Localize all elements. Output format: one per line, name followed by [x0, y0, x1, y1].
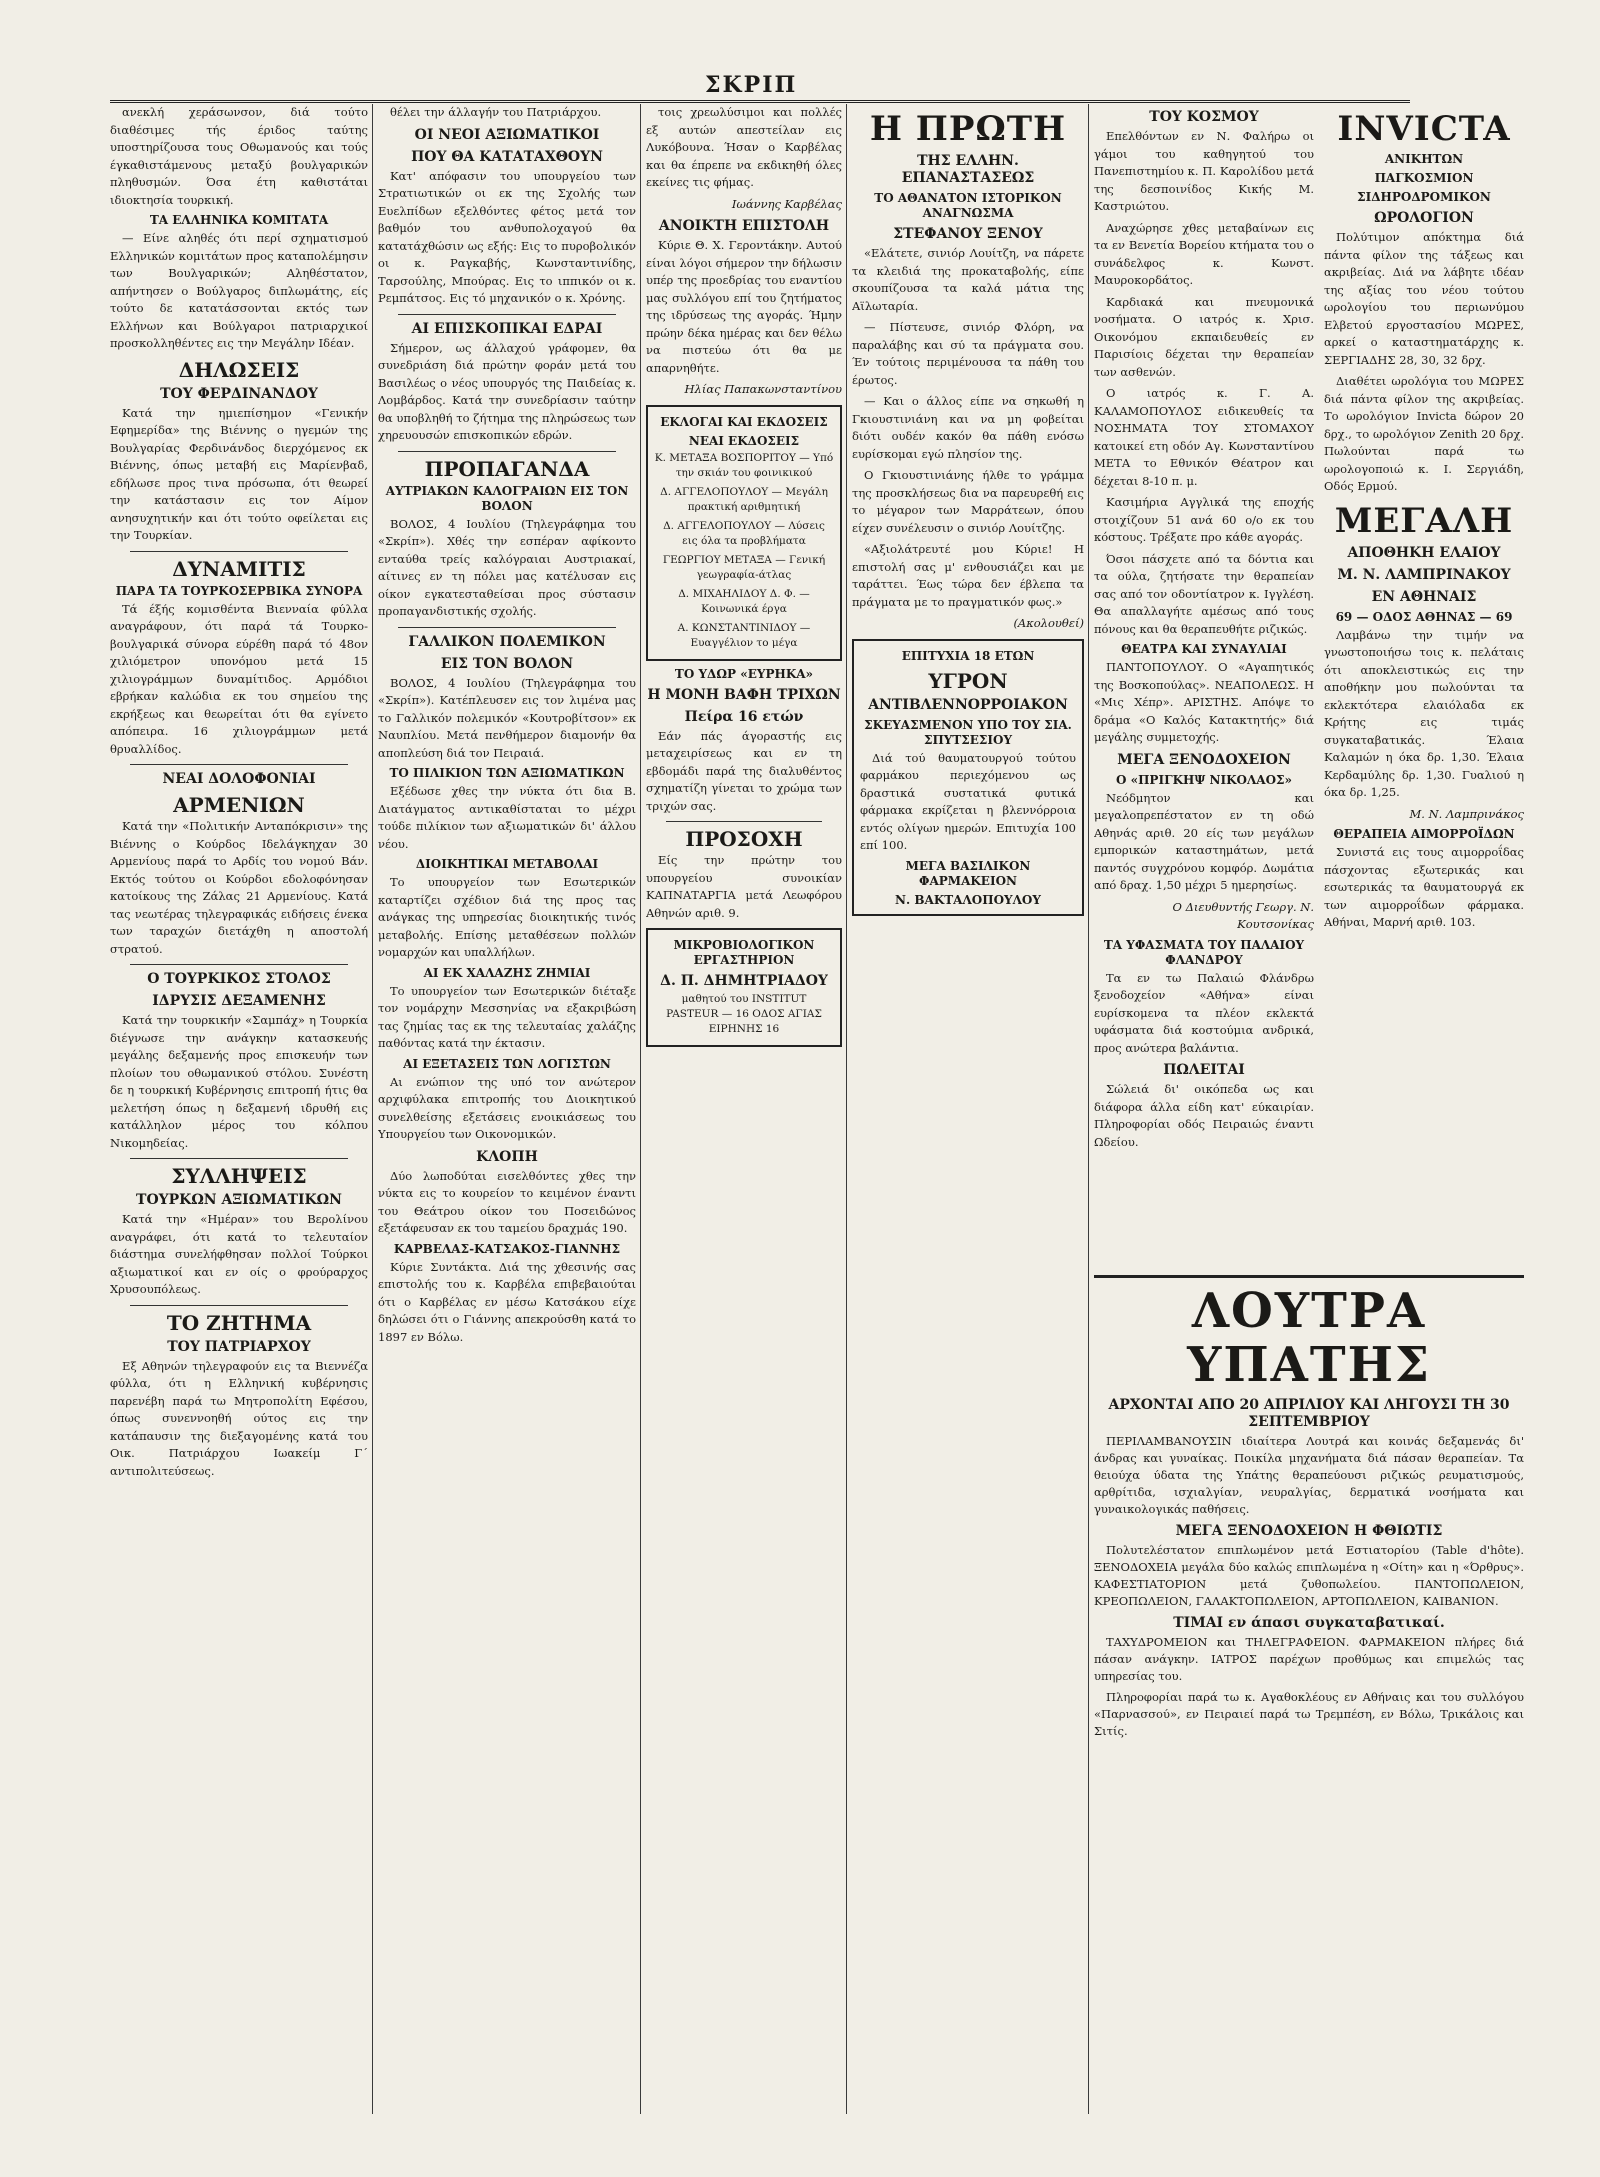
feuilleton-paragraph: «Αξιολάτρευτέ μου Κύριε! Η επιστολή σας μ' ενθουσιάζει και με ταράττει. Έως τώρα δεν έβλεπα τα πράγματα με το πραγματικόν φως.» — [852, 542, 1084, 609]
headline-kosmou: ΤΟΥ ΚΟΣΜΟΥ — [1149, 109, 1259, 125]
headline-zimiai: ΑΙ ΕΚ ΧΑΛΑΖΗΣ ΖΗΜΙΑΙ — [423, 965, 591, 980]
column-rule — [846, 104, 847, 2114]
headline-en-athinais: ΕΝ ΑΘΗΝΑΙΣ — [1371, 588, 1477, 605]
headline-orologion: ΩΡΟΛΟΓΙΟΝ — [1374, 210, 1474, 226]
article-prosochi: Είς την πρώτην του υπουργείου συνοικίαν ΚΑΠΝΑΤΑΡΓΙΑ μετά Λεωφόρου Αθηνών αριθ. 9. — [646, 853, 842, 920]
subheadline-sidirodromikon: ΣΙΔΗΡΟΔΡΟΜΙΚΟΝ — [1357, 190, 1491, 204]
divider — [398, 627, 616, 628]
feuilleton-paragraph: — Και ο άλλος είπε να σηκωθή η Γκιουστινιάνη και να μη φοβείται διότι ουδέν κακόν θα πάθη ενόσω ευρίσκομαι εγώ πλησίον της. — [852, 394, 1084, 461]
lab-box — [646, 928, 842, 1047]
article-logiston: Αι ενώπιον της υπό τον ανώτερον αρχιφύλακα επιτροπής του Διοικητικού συνελθείσης εξετάσεις ενοικιάσεως του Υπουργείου των Οικονομικών. — [378, 1074, 636, 1141]
divider — [130, 1305, 348, 1306]
divider — [130, 1158, 348, 1159]
subheadline-aniktwn: ΑΝΙΚΗΤΩΝ — [1384, 152, 1464, 166]
column-3 — [646, 104, 842, 2114]
ad-odontiatros: Όσοι πάσχετε από τα δόντια και τα ούλα, ζητήσατε την θεραπείαν σας από τον οδοντίατρον κ. Ιγγλέση. Θα απαλλαγήτε αμέσως από τους πόνους και θα θεραπευθήτε ριζικώς. — [1094, 551, 1314, 636]
divider — [130, 551, 348, 552]
subheadline-ferdinandou: ΤΟΥ ΦΕΡΔΙΝΑΝΔΟΥ — [160, 385, 318, 402]
headline-propaganda: ΠΡΟΠΑΓΑΝΔΑ — [424, 456, 590, 481]
book-entry: ΓΕΩΡΓΙΟΥ ΜΕΤΑΞΑ — Γενική γεωγραφία-άτλας — [662, 553, 826, 581]
article-komitata: — Είνε αληθές ότι περί σχηματισμού Ελληνικών κομιτάτων προς καταπολέμησιν των Βουλγαρικών; Αληθέστατον, απήντησεν ο Βούλγαρος διπλωμάτης, είς τούτο δε κατατάσσονται εκτός των Ελλήνων και Βούλγαροι πατριαρχικοί προσκολληθέντες εις την Μεγάλην Ιδέαν. — [110, 231, 368, 350]
article-therapeia: Συνιστά εις τους αιμορροΐδας πάσχοντας εξωτερικάς και εσωτερικάς τα θαυματουργά εκ των αιμορροΐδων φάρμακα. Αθήναι, Μαρνή αριθ. 103. — [1324, 845, 1524, 929]
subheadline-neoi: ΠΟΥ ΘΑ ΚΑΤΑΤΑΧΘΟΥΝ — [411, 148, 603, 165]
divider — [398, 451, 616, 452]
article-flandrou: Τα εν τω Παλαιώ Φλάνδρω ξενοδοχείον «Αθήνα» είναι ευρίσκομενα τα πλέον εκλεκτά υφάσματα διά κοστούμια ανδρικά, προς ανώτερα βαλάντια. — [1094, 970, 1314, 1055]
headline-komitata: ΤΑ ΕΛΛΗΝΙΚΑ ΚΟΜΙΤΑΤΑ — [149, 213, 329, 227]
article-elaiou: Λαμβάνω την τιμήν να γνωστοποιήσω τοις κ. πελάταις ότι αποκλειστικώς εις την αποθήκην μου πωλούνται τα εκλεκτότερα ελαιόλαδα εκ Κρήτης εις τιμάς συγκαταβατικάς. Έλαια Καλαμών η όκα δρ. 1,30. Έλαια Κερδαμύλης δρ. 1,30. Γυαλιού η όκα δρ. 1,25. — [1324, 627, 1524, 799]
subheadline-ygron-2: ΣΚΕΥΑΣΜΕΝΟΝ ΥΠΟ ΤΟΥ ΣΙΑ. ΣΠΥΤΣΕΣΙΟΥ — [864, 717, 1072, 747]
headline-megali: ΜΕΓΑΛΗ — [1334, 500, 1514, 541]
lead-paragraph: ανεκλή χεράσωνσον, διά τούτο διαθέσιμες τής έριδος ταύτης υποστηρίζουσα τους Οθωμανούς και τούς έγκαθιστάμενους μεταξύ βουλγαρικών πληθυσμών. Όσα έτη καθιστάται ιδιοκτησία τουρκική. — [110, 105, 368, 207]
signature: Ο Διευθυντής Γεωργ. Ν. Κουτσονίκας — [1172, 899, 1314, 931]
ygron-ad — [852, 639, 1084, 916]
subheadline-loutra: ΑΡΧΟΝΤΑΙ ΑΠΟ 20 ΑΠΡΙΛΙΟΥ ΚΑΙ ΛΗΓΟΥΣΙ ΤΗ 30 ΣΕΠΤΕΜΒΡΙΟΥ — [1108, 1397, 1510, 1430]
headline-poleitai: ΠΩΛΕΙΤΑΙ — [1163, 1062, 1245, 1078]
subheadline-propaganda: ΑΥΤΡΙΑΚΩΝ ΚΑΛΟΓΡΑΙΩΝ ΕΙΣ ΤΟΝ ΒΟΛΟΝ — [385, 483, 629, 513]
ygron-text: Διά τού θαυματουργού τούτου φαρμάκου περιεχόμενου ως δραστικά συστατικά φυτικά φάρμακα εκρίζεται η βλεννόρροια εντός ολίγων ημερών. Επιτυχία 100 επί 100. — [860, 750, 1076, 852]
book-entry: Δ. ΜΙΧΑΗΛΙΔΟΥ Δ. Φ. — Κοινωνικά έργα — [678, 587, 810, 615]
subheadline-syllipseis: ΤΟΥΡΚΩΝ ΑΞΙΩΜΑΤΙΚΩΝ — [136, 1192, 342, 1208]
headline-episkopikai: ΑΙ ΕΠΙΣΚΟΠΙΚΑΙ ΕΔΡΑΙ — [411, 320, 603, 337]
headline-epitychia: ΕΠΙΤΥΧΙΑ 18 ΕΤΩΝ — [901, 648, 1035, 663]
article-karvelas: Κύριε Συντάκτα. Διά της χθεσινής σας επιστολής του κ. Καρβέλα επιβεβαιούται ότι ο Καρβέλας εν μέσω Κατσάκου είχε δηλώσει ότι ο Γιάννης απεκρούσθη κατά το 1897 εν Βόλω. — [378, 1259, 636, 1344]
headline-idrysis: ΙΔΡΥΣΙΣ ΔΕΞΑΜΕΝΗΣ — [152, 993, 326, 1009]
masthead-title: ΣΚΡΙΠ — [705, 72, 798, 98]
column-6 — [1324, 104, 1524, 1264]
headline-gallikon: ΓΑΛΛΙΚΟΝ ΠΟΛΕΜΙΚΟΝ — [408, 633, 606, 650]
headline-baphi: Η ΜΟΝΗ ΒΑΦΗ ΤΡΙΧΩΝ — [647, 686, 841, 703]
subheadline-pagkosmion: ΠΑΓΚΟΣΜΙΟΝ — [1374, 171, 1474, 185]
subheadline-zitima: ΤΟΥ ΠΑΤΡΙΑΡΧΟΥ — [167, 1338, 311, 1355]
column-rule — [1088, 104, 1089, 2114]
headline-neai-dolofoniai: ΝΕΑΙ ΔΟΛΟΦΟΝΙΑΙ — [162, 771, 316, 787]
headline-lab-name: Δ. Π. ΔΗΜΗΤΡΙΑΔΟΥ — [660, 973, 828, 989]
loutra-paragraph: ΤΑΧΥΔΡΟΜΕΙΟΝ και ΤΗΛΕΓΡΑΦΕΙΟΝ. ΦΑΡΜΑΚΕΙΟΝ πλήρες διά πάσαν ανάγκην. ΙΑΤΡΟΣ παρέχων προθύμως και επιμελώς τας υπηρεσίας του. — [1094, 1635, 1524, 1683]
headline-flandrou: ΤΑ ΥΦΑΣΜΑΤΑ ΤΟΥ ΠΑΛΑΙΟΥ ΦΛΑΝΔΡΟΥ — [1103, 937, 1305, 967]
article-anoikti: Κύριε Θ. Χ. Γεροντάκην. Αυτού είναι λόγοι σήμερον την δήλωσιν υπέρ της προεδρίας του εναντίου μας συλλόγου επί του ζητήματος της ιδρύσεως της αγοράς. Ήμην πρώην δέκα ημέρας και δεν θέλω να πιστεύω ότι θα με απαρνηθήτε. — [646, 238, 842, 375]
subheadline-ygron: ΑΝΤΙΒΛΕΝΝΟΡΡΟΙΑΚΟΝ — [868, 696, 1068, 713]
subheadline-proti-2: ΤΟ ΑΘΑΝΑΤΟΝ ΙΣΤΟΡΙΚΟΝ ΑΝΑΓΝΩΣΜΑ — [874, 191, 1062, 220]
loutra-paragraph: Πολυτελέστατον επιπλωμένον μετά Εστιατορίου (Table d'hôte). ΞΕΝΟΔΟΧΕΙΑ μεγάλα δύο καλώς επιπλωμένα η «Οίτη» και η «Όρθρυς». ΚΑΦΕΣΤΙΑΤΟΡΙΟΝ μετά ζυθοπωλείου. ΠΑΝΤΟΠΩΛΕΙΟΝ, ΚΡΕΟΠΩΛΕΙΟΝ, ΓΑΛΑΚΤΟΠΩΛΕΙΟΝ, ΑΡΤΟΠΩΛΕΙΟΝ, ΚΑΙΒΑΝΙΟΝ. — [1094, 1543, 1524, 1608]
article-poleitai: Σώλειά δι' οικόπεδα ως και διάφορα άλλα είδη κατ' εύκαιρίαν. Πληροφορίαι οδός Πειραιώς έναντι Ωδείου. — [1094, 1082, 1314, 1149]
headline-farmakeion: ΜΕΓΑ ΒΑΣΙΛΙΚΟΝ ΦΑΡΜΑΚΕΙΟΝ — [905, 858, 1031, 888]
headline-loutra: ΛΟΥΤΡΑ ΥΠΑΤΗΣ — [1187, 1283, 1431, 1393]
headline-xenodocheion: ΜΕΓΑ ΞΕΝΟΔΟΧΕΙΟΝ — [1117, 751, 1291, 768]
headline-neai-ekdoseis: ΝΕΑΙ ΕΚΔΟΣΕΙΣ — [688, 433, 800, 448]
article-neoi: Κατ' απόφασιν του υπουργείου των Στρατιωτικών οι εκ της Σχολής των Ευελπίδων εξελθόντες φέτος μετά τον βαθμόν του ανθυπολοχαγού θα κατατάχθώσιν ως εξής: Εις το πυροβολικόν οι κ. Ραγκαβής, Κωνσταντινίδης, Ταρσούλης, Μπούρας. Εις το ιππικόν οι κ. Ρεμπάτσος. Εις τό μηχανικόν ο κ. Χρόνης. — [378, 168, 636, 305]
article-invicta: Πολύτιμον απόκτημα διά πάντα φίλον της τάξεως και ακριβείας. Διά να λάβητε ιδέαν της αξίας του νέου τούτου ωρολογίου του περιωνύμου Ελβετού εργοστασίου ΜΩΡΕΣ, αρκεί ο καταστηματάρχης κ. ΣΕΡΓΙΑΔΗΣ 28, 30, 32 δρχ. — [1324, 230, 1524, 367]
headline-klopi: ΚΛΟΠΗ — [476, 1148, 538, 1165]
column-1 — [110, 104, 368, 2114]
article-klopi: Δύο λωποδύται εισελθόντες χθες την νύκτα εις το κουρείον το κειμένον έναντι του Θεάτρου οίκον του Ποσειδώνος εξετάφευσαν εκ του ταμείου δραχμάς 190. — [378, 1168, 636, 1235]
column-4 — [852, 104, 1084, 2114]
headline-dynamitis: ΔΥΝΑΜΙΤΙΣ — [172, 556, 306, 581]
address: 69 — ΟΔΟΣ ΑΘΗΝΑΣ — 69 — [1335, 609, 1513, 624]
book-entry: Δ. ΑΓΓΕΛΟΠΟΥΛΟΥ — Λύσεις εις όλα τα προβλήματα — [663, 519, 825, 547]
book-entry: Α. ΚΩΝΣΤΑΝΤΙΝΙΔΟΥ — Ευαγγέλιον το μέγα — [677, 621, 811, 649]
article-ferdinandou: Κατά την ημιεπίσημον «Γενικήν Εφημερίδα» της Βιέννης ο ηγεμών της Βουλγαρίας Φερδινάνδος διερχόμενος εκ Βιέννης, όπως μεταβή εις Μαρίενβαδ, εδήλωσε προς τινα πρόσωπα, ότι θεωρεί την κατάστασιν εις τον Αίμον ανησυχητικήν και ότι τούτο οφείλεται εις την Τουρκίαν. — [110, 405, 368, 542]
divider — [130, 964, 348, 965]
subheadline-gallikon: ΕΙΣ ΤΟΝ ΒΟΛΟΝ — [440, 655, 574, 672]
article-theatra: ΠΑΝΤΟΠΟΥΛΟΥ. Ο «Αγαπητικός της Βοσκοπούλας». ΝΕΑΠΟΛΕΩΣ. Η «Μις Χέπρ». ΑΡΙΣΤΗΣ. Απόψε το δράμα «Ο Καλός Κατακτητής» διά μεγάλης συμμετοχής. — [1094, 660, 1314, 744]
headline-pilikion: ΤΟ ΠΙΛΙΚΙΟΝ ΤΩΝ ΑΞΙΩΜΑΤΙΚΩΝ — [389, 766, 625, 780]
column-2 — [378, 104, 636, 2114]
continued-note: (Ακολουθεί) — [1013, 616, 1084, 630]
headline-neoi: ΟΙ ΝΕΟΙ ΑΞΙΩΜΑΤΙΚΟΙ — [414, 126, 600, 143]
headline-armenion: ΑΡΜΕΝΙΩΝ — [173, 793, 305, 817]
article-xenodocheion: Νεόδμητον και μεγαλοπρεπέστατον εν τη οδώ Αθηνάς αριθ. 20 είς των μεγάλων εμπορικών καταστημάτων, μετά παντός συγχρόνου κομφόρ. Δωμάτια από δραχ. 1,50 μέχρι 5 ημερησίως. — [1094, 790, 1314, 892]
signature: Μ. Ν. Λαμπρινάκος — [1409, 806, 1524, 821]
headline-dilosis: ΔΗΛΩΣΕΙΣ — [178, 357, 300, 382]
article-propaganda: ΒΟΛΟΣ, 4 Ιουλίου (Τηλεγράφημα του «Σκρίπ»). Χθές την εσπέραν αφίκοντο ενταύθα τρείς καλόγραιαι Αυστριακαί, αίτινες εν τη πόλει μας κατέλυσαν εις οίκον εγκατεσταθείσαι προς σύστασιν προπαγανδιστικής σχολής. — [378, 516, 636, 618]
headline-eklogi: ΕΚΛΟΓΑΙ ΚΑΙ ΕΚΔΟΣΕΙΣ — [660, 414, 828, 429]
lead-paragraph: τοις χρεωλύσιμοι και πολλές εξ αυτών απεστείλαν εις Λυκόβουνα. Ήσαν ο Καρβέλας και θα έπρεπε να εκδικηθή όλες εκείνες τις φήμας. — [646, 105, 842, 189]
headline-logiston: ΑΙ ΕΞΕΤΑΣΕΙΣ ΤΩΝ ΛΟΓΙΣΤΩΝ — [403, 1056, 611, 1071]
lead-paragraph: θέλει την άλλαγήν του Πατριάρχου. — [390, 105, 602, 119]
headline-zitima: ΤΟ ΖΗΤΗΜΑ — [166, 1310, 312, 1335]
xenodocheion-name: Ο «ΠΡΙΓΚΗΨ ΝΙΚΟΛΑΟΣ» — [1115, 772, 1293, 787]
lab-details: μαθητού του INSTITUT PASTEUR — 16 ΟΔΟΣ ΑΓΙΑΣ ΕΙΡΗΝΗΣ 16 — [666, 993, 822, 1035]
loutra-paragraph: Πληροφορίαι παρά τω κ. Αγαθοκλέους εν Αθήναις και του συλλόγου «Παρνασσού», εν Πειραιεί παρά τω Τρεμπέση, εν Βόλω, Τρικάλοις και Σιτίς. — [1094, 1690, 1524, 1738]
divider — [130, 764, 348, 765]
headline-lamprinakou: Μ. Ν. ΛΑΜΠΡΙΝΑΚΟΥ — [1337, 566, 1511, 583]
book-entry: Δ. ΑΓΓΕΛΟΠΟΥΛΟΥ — Μεγάλη πρακτική αριθμητική — [660, 485, 828, 513]
signature: Ιωάννης Καρβέλας — [731, 196, 842, 211]
article-armenion: Κατά την «Πολιτικήν Ανταπόκρισιν» της Βιέννης ο Κούρδος Ιδελάγκηχαν 30 Αρμενίους παρά το Αρδίς του νομού Βάν. Εκτός τούτου οι Κούρδοι εδολοφόνησαν κατοίκους της Ζάλας 21 Αρμενίους. Κατά τας νεωτέρας τηλεγραφικάς ειδήσεις ένεκα των ταραχών διετάχθη η αποστολή στρατού. — [110, 819, 368, 956]
column-rule — [372, 104, 373, 2114]
farmakeion-name: Ν. ΒΑΚΤΑΛΟΠΟΥΛΟΥ — [895, 892, 1041, 907]
subheadline-proti: ΤΗΣ ΕΛΛΗΝ. ΕΠΑΝΑΣΤΑΣΕΩΣ — [901, 153, 1035, 186]
article-zimiai: Το υπουργείον των Εσωτερικών διέταξε τον νομάρχην Μεσσηνίας να εξακριβώση τας ζημίας τας εκ της τελευταίας χαλάζης παθόντας κατά την έκτασιν. — [378, 983, 636, 1050]
headline-apothiki: ΑΠΟΘΗΚΗ ΕΛΑΙΟΥ — [1347, 544, 1501, 561]
social-paragraph: Αναχώρησε χθες μεταβαίνων εις τα εν Βενετία Βορείου κτήματα του ο συνάδελφος κ. Κωνστ. Μαυροκορδάτος. — [1094, 220, 1314, 287]
feuilleton-paragraph: «Ελάτετε, σινιόρ Λουίτζη, να πάρετε τα κλειδιά της προκαταβολής, είπε σκουπίζουσα τα καλά μάτια της Αϊλωταρία. — [852, 246, 1084, 313]
masthead-bar — [110, 72, 1410, 103]
headline-ygron: ΥΓΡΟΝ — [928, 668, 1008, 693]
feuilleton-paragraph: Ο Γκιουστινιάνης ήλθε το γράμμα της προσκλήσεως δια να παρευρεθή εις το μέγαρον των Μαρράτεων, όπου είχεν συνέλευσιν ο σινιόρ Λουίτζης. — [852, 468, 1084, 535]
headline-invicta: INVICTA — [1337, 109, 1511, 149]
loutra-paragraph: ΠΕΡΙΛΑΜΒΑΝΟΥΣΙΝ ιδιαίτερα Λουτρά και κοινάς δεξαμενάς δι' άνδρας και γυναίκας. Ποικίλα μηχανήματα διά πάσαν θεραπείαν. Τα θειούχα ύδατα της Υπάτης θεραπεύουσι ριζικώς ρευματισμούς, αρθρίτιδα, ισχιαλγίαν, νευραλγίας, δερματικά νοσήματα και γυναικολογικάς παθήσεις. — [1094, 1434, 1524, 1516]
headline-dioikitikai: ΔΙΟΙΚΗΤΙΚΑΙ ΜΕΤΑΒΟΛΑΙ — [415, 857, 599, 871]
feuilleton-paragraph: — Πίστευσε, σινιόρ Φλόρη, να παραλάβης και σύ τα πράγματα σου. Έν τούτοις περιμένουσα τα πάθη του έρωτος. — [852, 320, 1084, 387]
article-idrysis: Κατά την τουρκικήν «Σαμπάχ» η Τουρκία διέγνωσε την ανάγκην κατασκευής μεγάλης δεξαμενής προς επισκευήν των πλοίων του οθωμανικού στόλου. Συνέστη δε η τουρκική Κυβέρνησις επιτροπή ήτις θα μελετήση όπως η δεξαμενή ιδρυθή εις κατάλληλον μέρος του κόλπου Νικομηδείας. — [110, 1013, 368, 1150]
headline-lab: ΜΙΚΡΟΒΙΟΛΟΓΙΚΟΝ ΕΡΓΑΣΤΗΡΙΟΝ — [673, 938, 815, 967]
headline-prosochi: ΠΡΟΣΟΧΗ — [685, 827, 803, 851]
subheadline-dynamitis: ΠΑΡΑ ΤΑ ΤΟΥΡΚΟΣΕΡΒΙΚΑ ΣΥΝΟΡΑ — [115, 583, 363, 598]
headline-stolos: Ο ΤΟΥΡΚΙΚΟΣ ΣΤΟΛΟΣ — [147, 971, 331, 987]
headline-peira: Πείρα 16 ετών — [684, 708, 804, 725]
article-pilikion: Εξέδωσε χθες την νύκτα ότι δια Β. Διατάγματος αντικαθίσταται το μέχρι τούδε πιλίκιον των αξιωματικών δι' άλλου νέου. — [378, 784, 636, 851]
ad-kasimiria: Κασιμήρια Αγγλικά της εποχής στοιχίζουν 51 ανά 60 ο/ο εκ του κόστους. Τρέξατε προ κάθε αγοράς. — [1094, 495, 1314, 544]
loutra-ad — [1094, 1275, 1524, 2118]
book-entry: Κ. ΜΕΤΑΞΑ ΒΟΣΠΟΡΙΤΟΥ — Υπό την σκιάν του φοινικικού — [654, 451, 834, 479]
headline-anoikti: ΑΝΟΙΚΤΗ ΕΠΙΣΤΟΛΗ — [658, 218, 830, 234]
article-episkopikai: Σήμερον, ως άλλαχού γράφομεν, θα συνεδριάση διά πρώτην φοράν μετά του Βασιλέως ο νέος υπουργός της Παιδείας κ. Λομβάρδος. Κατά την συνεδρίασιν ταύτην θα υποβληθή το ζήτημα της πληρώσεως των χηρευουσών επισκοπικών εδρών. — [378, 340, 636, 442]
article-dynamitis: Τά έξής κομισθέντα Βιενναία φύλλα αναγράφουν, ότι παρά τά Τουρκο-βουλγαρικά σύνορα εύρέθη παρά τό 48ον χιλιόμετρον υπονόμου μετά 15 χιλιογράμμων δυναμίτιδος. Αρμόδιοι εβρήκαν καλώδια εκ του σημείου της εκρήξεως και θεωρείται ότι θα εγίνετο απόπειρα. 16 χιλιογράμμων μετά θρυαλλίδος. — [110, 601, 368, 756]
column-rule — [640, 104, 641, 2114]
signature: Ηλίας Παπακωνσταντίνου — [684, 382, 842, 396]
social-paragraph: Επελθόντων εν Ν. Φαλήρω οι γάμοι του καθηγητού του Πανεπιστημίου κ. Π. Καρολίδου μετά της δεσποινίδος Κικής Μ. Καστριώτου. — [1094, 129, 1314, 213]
headline-xenodocheion-fthiotis: ΜΕΓΑ ΞΕΝΟΔΟΧΕΙΟΝ Η ΦΘΙΩΤΙΣ — [1175, 1523, 1443, 1539]
article-syllipseis: Κατά την «Ημέραν» του Βερολίνου αναγράφει, ότι κατά το τελευταίον διάστημα συνελήφθησαν πολλοί Τούρκοι αξιωματικοί και εν οίς ο φρούραρχος Χρυσουπόλεως. — [110, 1212, 368, 1296]
headline-theatra: ΘΕΑΤΡΑ ΚΑΙ ΣΥΝΑΥΛΙΑΙ — [1121, 642, 1287, 656]
headline-therapeia: ΘΕΡΑΠΕΙΑ ΑΙΜΟΡΡΟΪΔΩΝ — [1333, 827, 1515, 841]
author-name: ΣΤΕΦΑΝΟΥ ΞΕΝΟΥ — [893, 226, 1043, 242]
column-5 — [1094, 104, 1314, 1264]
article-zitima: Εξ Αθηνών τηλεγραφούν εις τα Βιεννέζα φύλλα, ότι η Ελληνική κυβέρνησις παρενέβη παρά τω Μητροπολίτη Εφέσου, όπως συνεννοηθή ούτος εις την κατάπαυσιν της διεξαγομένης κατά του Οικ. Πατριάρχου Ιωακείμ Γ΄ αντιπολιτεύσεως. — [110, 1358, 368, 1478]
headline-syllipseis: ΣΥΛΛΗΨΕΙΣ — [171, 1164, 307, 1188]
headline-timai: ΤΙΜΑΙ εν άπασι συγκαταβατικαί. — [1173, 1615, 1445, 1631]
headline-proti: Η ΠΡΩΤΗ — [869, 109, 1067, 149]
ad-kalamopoulos: Ο ιατρός κ. Γ. Α. ΚΑΛΑΜΟΠΟΥΛΟΣ ειδικευθείς τα ΝΟΣΗΜΑΤΑ ΤΟΥ ΣΤΟΜΑΧΟΥ κατοικεί ετη οδόν Αγ. Κωνσταντίνου ΜΕΤΑ το Εθνικόν Θέατρον και δέχεται 8-10 π. μ. — [1094, 386, 1314, 488]
ad-kardiaka: Καρδιακά και πνευμονικά νοσήματα. Ο ιατρός κ. Χρισ. Οικονόμου εκπαιδευθείς εν Παρισίοις δέχεται την θεραπείαν των ασθενών. — [1094, 294, 1314, 379]
article-ydor: Εάν πάς άγοραστής εις μεταχειρίσεως και εν τη εβδομάδι παρά της διαλυθέντος σχηματίζη γίνεται το χρώμα των τριχών σας. — [646, 728, 842, 813]
divider — [666, 821, 822, 822]
article-invicta-2: Διαθέτει ωρολόγια του ΜΩΡΕΣ διά πάντα φίλον της ακριβείας. Το ωρολόγιον Invicta δώρον 20 δρχ., το ωρολόγιον Zenith 20 δρχ. Πωλούνται παρά τω ωρολογοποιώ κ. Ι. Σεργιάδη, Οδός Ερμού. — [1324, 374, 1524, 493]
headline-ydor: ΤΟ ΥΔΩΡ «ΕΥΡΗΚΑ» — [674, 666, 814, 681]
books-box — [646, 405, 842, 661]
article-gallikon: ΒΟΛΟΣ, 4 Ιουλίου (Τηλεγράφημα του «Σκρίπ»). Κατέπλευσεν εις τον λιμένα μας το Γαλλικόν πολεμικόν «Κουτροβίτσον» εκ Ναυπλίου. Μετά πενθήμερον διαμονήν θα αποπλεύση διά τον Πειραιά. — [378, 675, 636, 760]
divider — [398, 314, 616, 315]
article-dioikitikai: Το υπουργείον των Εσωτερικών καταρτίζει σχέδιον διά της προς τας ανάγκας της υπηρεσίας διοικητικής τινός μεταβολής. Επίσης μεταθέσεων πολλών νομαρχών και υπαλλήλων. — [378, 875, 636, 959]
headline-karvelas: ΚΑΡΒΕΛΑΣ-ΚΑΤΣΑΚΟΣ-ΓΙΑΝΝΗΣ — [393, 1241, 621, 1256]
